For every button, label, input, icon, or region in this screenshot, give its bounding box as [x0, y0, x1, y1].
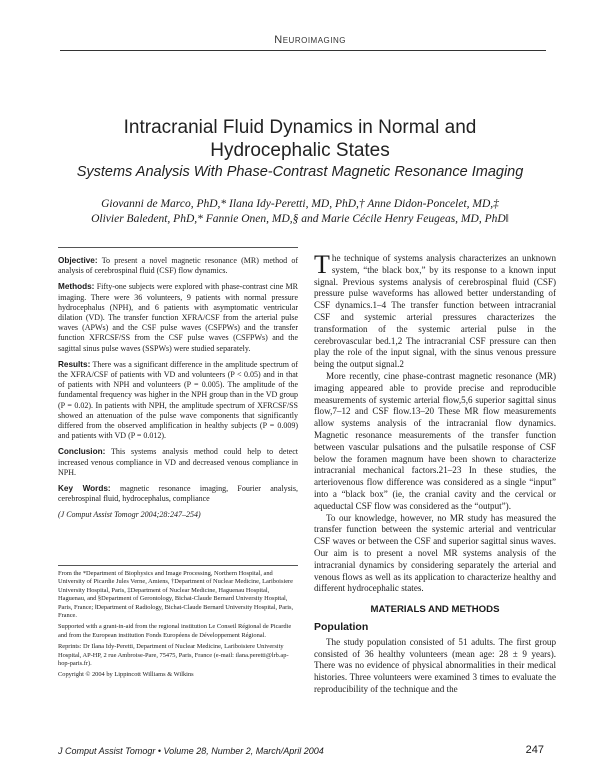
- author-line-2: Olivier Baledent, PhD,* Fannie Onen, MD,§ and Marie Cécile Henry Feugeas, MD, PhD‖: [91, 213, 509, 225]
- header-rule: [60, 50, 546, 51]
- methods-label: Methods:: [58, 282, 95, 292]
- body-paragraph-3: To our knowledge, however, no MR study has measured the transfer function between the systemic arterial and ventricular CSF waves or between the CSF and superior sagittal sinus waves. Our aim is to present a novel MR systems analysis of the intracranial dynamics by considering separately the arterial and venous flows as well as its application to characterize healthy and different hydrocephalic states.: [314, 512, 556, 594]
- body-paragraph-4: The study population consisted of 51 adults. The first group consisted of 36 healthy volunteers (mean age: 28 ± 9 years). There was no evidence of physical abnormalities in their medical histories. Three volunteers were examined 3 times to evaluate the reproducibility of the technique and the: [314, 636, 556, 694]
- abstract-results: [58, 360, 298, 442]
- body-paragraph-1: [314, 250, 556, 371]
- footnote-affiliations: From the *Department of Biophysics and Image Processing, Northern Hospital, and University of Picardie Jules Verne, Amiens, †Department of Nuclear Medicine, Lariboisiere University Hospital, Paris, ‡Department of Nuclear Medicine, Haguenau Hospital, Haguenau, and §Department of Gerontology, Bichat-Claude Bernard University Hospital, Paris, France; ‖Department of Radiology, Bichat-Claude Bernard University Hospital, Paris, France.: [58, 570, 294, 620]
- abstract-methods: [58, 282, 298, 353]
- footnote-rule: [58, 565, 298, 566]
- objective-label: Objective:: [58, 256, 98, 265]
- abstract: [58, 256, 298, 527]
- drop-cap: T: [314, 250, 330, 279]
- methods-text: Fifty-one subjects were explored with phase-contrast cine MR imaging. There were 36 volunteers, 9 patients with normal pressure hydrocephalus (NPH), and 6 patients with asymptomatic ventricular dilation (VD). The transfer function XFRA/CSF from the arterial pulse waves (APWs) and the CSF pulse waves (CSFPWs) and the transfer function XFRCSF/SS from the CSF pulse waves (CSFPWs) and the sagittal sinus pulse waves (SSPWs) were studied separately.: [58, 282, 299, 353]
- citation-text: (J Comput Assist Tomogr 2004;28:247–254): [58, 510, 201, 520]
- author-line-1: Giovanni de Marco, PhD,* Ilana Idy-Peretti, MD, PhD,† Anne Didon-Poncelet, MD,‡: [101, 198, 499, 210]
- footer-journal: J Comput Assist Tomogr • Volume 28, Number 2, March/April 2004: [58, 746, 324, 756]
- results-label: Results:: [58, 359, 91, 369]
- keywords-text: magnetic resonance imaging, Fourier analysis, cerebrospinal fluid, hydrocephalus, compliance: [58, 484, 299, 504]
- title-line-2: Hydrocephalic States: [210, 140, 390, 161]
- article-subtitle: Systems Analysis With Phase-Contrast Magnetic Resonance Imaging: [76, 164, 524, 180]
- body-column: [314, 250, 556, 696]
- author-list: [60, 197, 540, 227]
- abstract-objective: [58, 256, 298, 276]
- population-heading: Population: [314, 620, 369, 633]
- conclusion-label: Conclusion:: [58, 447, 106, 457]
- conclusion-text: This systems analysis method could help to detect increased venous compliance in VD and decreased venous compliance in NPH.: [58, 447, 298, 477]
- title-line-1: Intracranial Fluid Dynamics in Normal and: [123, 117, 477, 138]
- footnote-reprints: Reprints: Dr Ilana Idy-Peretti, Department of Nuclear Medicine, Lariboisiere University Hospital, AP-HP, 2 rue Ambroise-Pare, 75475, Paris, France (e-mail: ilana.peretti@lrb.ap-hop-paris.fr).: [58, 643, 289, 668]
- abstract-conclusion: [58, 447, 298, 478]
- keywords-label: Key Words:: [58, 484, 111, 494]
- results-text: There was a significant difference in the amplitude spectrum of the XFRA/CSF of patients with VD and volunteers (P < 0.05) and in that of patients with NPH and volunteers (P = 0.005). The amplitude of the fundamental frequency was higher in the NPH group than in the VD group (P = 0.02). In patients with NPH, the amplitude spectrum of XFRCSF/SS showed an attenuation of the pulse wave components that significantly differed from the observed amplification in healthy subjects (P = 0.009) and patients with VD (P = 0.012).: [58, 359, 298, 441]
- page-number: 247: [525, 744, 544, 756]
- footnotes: [58, 570, 298, 683]
- section-header: Neuroimaging: [274, 34, 346, 46]
- abstract-citation: [58, 510, 298, 520]
- abstract-top-rule: [58, 247, 298, 248]
- objective-text: To present a novel magnetic resonance (MR) method of analysis of cerebrospinal fluid (CSF) flow dynamics.: [58, 256, 298, 276]
- body-paragraph-2: More recently, cine phase-contrast magnetic resonance (MR) imaging appeared able to provide precise and reproducible measurements of systemic arterial flow,5,6 superior sagittal sinus flow,7–12 and CSF flow.13–20 These MR flow measurements allow systems analysis of the intracranial flow dynamics. Magnetic resonance measurements of the transfer function between vascular pulsations and the pulsatile response of CSF below the foramen magnum have been shown to characterize intracranial mechanical factors.21–23 In these studies, the arteriovenous flow difference was considered as a single “input” into a “black box” (ie, the cranial cavity and the cervical or aqueductal CSF flow was considered as the “output”).: [314, 370, 556, 511]
- abstract-keywords: [58, 484, 298, 504]
- footnote-support: Supported with a grant-in-aid from the regional institution Le Conseil Régional de Picardie and from the European institution Fonds Européens de Développement Régional.: [58, 623, 292, 639]
- materials-methods-heading: MATERIALS AND METHODS: [370, 604, 500, 616]
- paragraph-1-text: he technique of systems analysis characterizes an unknown system, “the black box,” by its response to a known input signal. Previous systems analysis of cerebrospinal fluid (CSF) pressure pulse waveforms has allowed better understanding of CSF dynamics.1–4 The transfer function between intracranial CSF and systemic arterial pressures characterizes the transformation of the systemic arterial pulse in the cerebrovascular bed.1,2 The intracranial CSF pressure can then play the role of the input signal, with the sinus venous pressure being the output signal.2: [314, 253, 556, 370]
- footnote-copyright: Copyright © 2004 by Lippincott Williams & Wilkins: [58, 671, 194, 679]
- article-title: [60, 116, 540, 162]
